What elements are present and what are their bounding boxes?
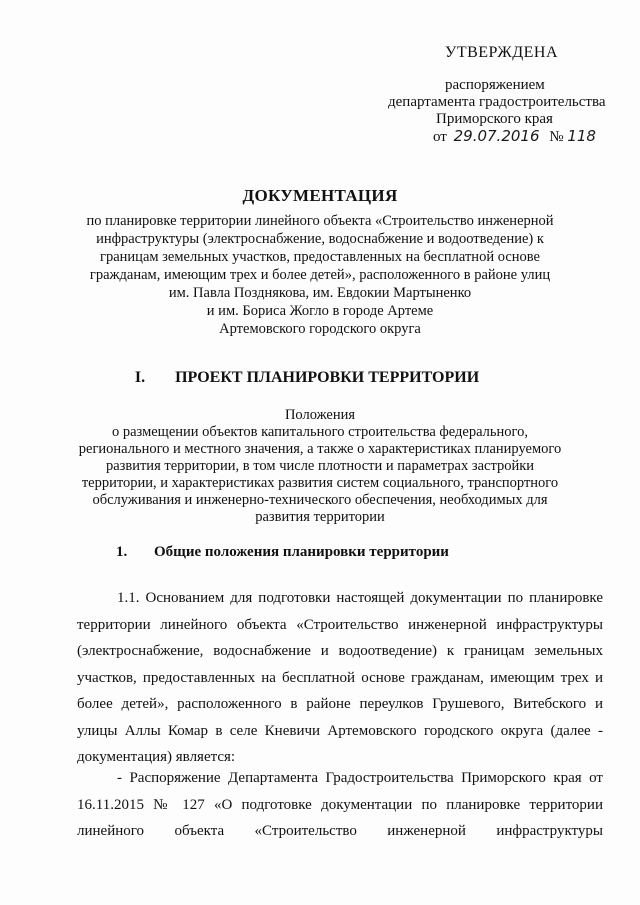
provisions-line: территории, и характеристиках развития систем социального, транспортного [81,475,559,491]
subtitle-line: им. Павла Позднякова, им. Евдокии Мартыненко [168,285,472,301]
provisions-line: развития территории, в том числе плотности и параметрах застройки [105,458,535,474]
number-prefix: № [549,129,564,145]
approval-line-1: распоряжением [445,77,545,93]
document-subtitle [40,212,600,338]
provisions-line: развития территории [255,509,385,525]
subsection-number: 1. [116,544,128,560]
subtitle-line: и им. Бориса Жогло в городе Артеме [206,303,434,319]
subtitle-line: инфраструктуры (электроснабжение, водоснабжение и водоотведение) к [96,231,544,247]
paragraph-1-1: 1.1. Основанием для подготовки настоящей документации по планировке территории линейного объекта «Строительство инженерной инфраструктуры (электроснабжение, водоснабжение и водоотведение) к границам земельных участков, предоставленных на бесплатной основе гражданам, имеющим трех и более детей», расположенного в районе переулков Грушевого, Витебского и улицы Аллы Комар в селе Кневичи Артемовского городского округа (далее - документация) является: [77,590,603,765]
approval-date-line [433,128,596,146]
provisions-block [40,407,600,526]
handwritten-date: 29.07.2016 [453,127,540,145]
provisions-line: о размещении объектов капитального строительства федерального, [111,424,528,440]
subtitle-line: Артемовского городского округа [219,321,421,337]
provisions-line: Положения [284,407,356,423]
paragraph-order-reference: - Распоряжение Департамента Градостроительства Приморского края от 16.11.2015 № 127 «О подготовке документации по планировке территории линейного объекта «Строительство инженерной инфраструктуры [77,770,603,839]
subtitle-line: гражданам, имеющим трех и более детей», расположенного в районе улиц [89,267,551,283]
section-heading [40,369,600,387]
approval-line-3: Приморского края [436,111,553,127]
approval-line-2: департамента градостроительства [388,94,606,110]
section-number: I. [134,369,146,386]
provisions-line: регионального и местного значения, а также о характеристиках планируемого [78,441,562,457]
section-title: ПРОЕКТ ПЛАНИРОВКИ ТЕРРИТОРИИ [175,369,480,386]
handwritten-number: 118 [567,127,596,145]
subtitle-line: границам земельных участков, предоставленных на бесплатной основе [100,249,540,265]
subsection-title: Общие положения планировки территории [154,544,449,560]
approval-title: УТВЕРЖДЕНА [445,44,559,61]
provisions-line: обслуживания и инженерно-технического обеспечения, необходимых для [92,492,548,508]
subtitle-line: по планировке территории линейного объекта «Строительство инженерной [86,213,554,229]
date-prefix: от [433,129,447,145]
document-title: ДОКУМЕНТАЦИЯ [242,186,398,205]
